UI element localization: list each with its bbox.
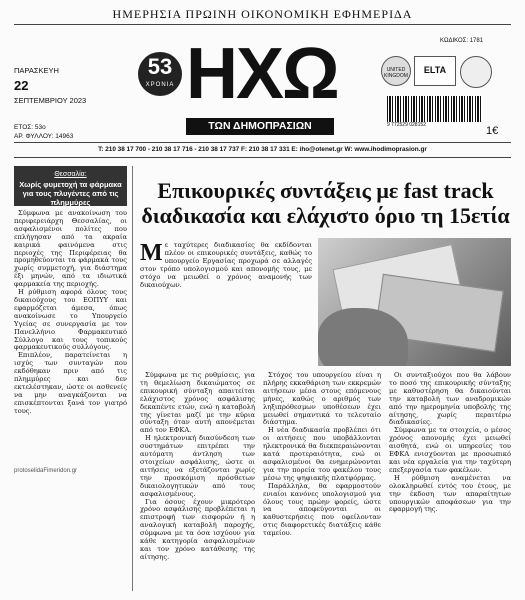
article-column-3 [389, 372, 511, 514]
sidebar-headline: Χωρίς φυμετοχή τα φάρμακα για τους πλυγέντες από τις πλημμύρες [19, 180, 122, 207]
banknotes-photo [318, 238, 511, 366]
masthead-title: ΗΧΩ [186, 34, 338, 114]
main-headline-line-2: διαδικασία και ελάχιστο όριο τη 15ετία [141, 203, 510, 228]
day-name: ΠΑΡΑΣΚΕΥΗ [14, 66, 59, 75]
article-paragraph: Στόχος του υπουργείου είναι η πλήρης εκκαθάριση των εκκρεμών αιτήσεων μέσα στους επόμενους μήνες, καθώς ο αριθμός των ληξιπρόθεσμων υποθέσεων έχει μειωθεί σημαντικά το τελευταίο διάστημα. [263, 371, 381, 427]
sidebar-paragraph: Η ρύθμιση αφορά όλους τους δικαιούχους του ΕΟΠΥΥ και εφαρμόζεται άμεσα, όπως ανακοίνωσε το Υπουργείο Υγείας σε συνεργασία με τον Πανελλήνιο Φαρμακευτικό Σύλλογο και τους τοπικούς φαρμακευτικούς συλλόγους. [14, 288, 127, 352]
issue-code: ΚΩΔΙΚΟΣ: 1781 [440, 38, 484, 44]
uk-badge-label: UNITED KINGDOM [384, 67, 408, 79]
drop-cap: Μ [140, 240, 163, 266]
article-paragraph: Παράλληλα, θα εφαρμοστούν ενιαίοι κανόνες υπολογισμού για όλους τους πρώην φορείς, ώστε να αποφεύγονται οι καθυστερήσεις που οφείλονταν στις διαφορετικές διατάξεις κάθε ταμείου. [263, 481, 381, 538]
month-year: ΣΕΠΤΕΜΒΡΙΟΥ 2023 [14, 96, 87, 105]
article-paragraph: Σύμφωνα με τα στοιχεία, ο μέσος χρόνος απονομής έχει μειωθεί αισθητά, ενώ οι υπηρεσίες του ΕΦΚΑ ενισχύονται με προσωπικό και νέα εργαλεία για την ταχύτερη επεξεργασία των φακέλων. [389, 426, 511, 474]
article-lead [140, 242, 312, 289]
top-line: ΗΜΕΡΗΣΙΑ ΠΡΩΙΝΗ ΟΙΚΟΝΟΜΙΚΗ ΕΦΗΜΕΡΙΔΑ [112, 7, 413, 21]
anniversary-word: ΧΡΟΝΙΑ [145, 82, 175, 88]
uk-badge-icon [381, 56, 411, 86]
certification-badge-icon [460, 56, 492, 88]
contact-rule-bottom [14, 157, 511, 158]
header-rule-top [14, 24, 511, 25]
article-column-1 [140, 372, 255, 562]
year-label: ΕΤΟΣ: 53ο [14, 124, 46, 131]
elta-label: ELTA [423, 65, 447, 75]
main-headline-line-1: Επικουρικές συντάξεις με fast track [157, 178, 494, 203]
column-divider [132, 166, 133, 591]
sidebar-paragraph: Επιπλέον, παρατείνεται η ισχύς των συνταγών που εκδόθηκαν πριν από τις πλημμύρες και δεν εκτελέστηκαν, ώστε οι ασθενείς να μην αναγκάζονται να επισκέπτονται ξανά τον γιατρό τους. [14, 351, 127, 415]
sidebar-kicker: Θεσσαλία: [54, 171, 87, 178]
barcode-icon [387, 96, 483, 122]
article-paragraph: Η ηλεκτρονική διασύνδεση των συστημάτων επιτρέπει την αυτόματη άντληση των στοιχείων ασφάλισης, ώστε οι αιτήσεις να εξετάζονται χωρίς την προσκόμιση πρόσθετων δικαιολογητικών από τους ασφαλισμένους. [140, 434, 255, 498]
article-lead-text: ε ταχύτερες διαδικασίες θα εκδίδονται πλέον οι επικουρικές συντάξεις, καθώς το υπουργείο Εργασίας προχωρά σε αλλαγές στον τρόπο υπολογισμού και απονομής τους, με στόχο να μειωθεί ο χρόνος αναμονής των δικαιούχων. [140, 241, 312, 289]
sidebar-paragraph: Σύμφωνα με ανακοίνωση του περιφερειάρχη Θεσσαλίας, οι ασφαλισμένοι πολίτες που επλήγησαν από τα ακραία καιρικά φαινόμενα στις περιοχές της Περιφέρειας θα προμηθεύονται τα φάρμακά τους χωρίς συμμετοχή, για διάστημα έξι μηνών, από τα ιδιωτικά φαρμακεία της περιοχής. [14, 209, 127, 289]
article-paragraph: Η ρύθμιση αναμένεται να ολοκληρωθεί εντός του έτους, με την έκδοση των απαραίτητων υπουργικών αποφάσεων για την εφαρμογή της. [389, 473, 511, 514]
anniversary-seal [138, 52, 182, 96]
contact-rule-top [14, 142, 511, 143]
article-paragraph: Για όσους έχουν μικρότερο χρόνο ασφάλισης προβλέπεται η επιστροφή των εισφορών ή η αναλογική καταβολή παροχής, σύμφωνα με τα όσα ισχύουν για κάθε κατηγορία ασφαλισμένων και τον χρόνο κατάθεσης της αίτησης. [140, 497, 255, 561]
barcode-number: 9 772529 028152 [387, 122, 426, 128]
price: 1€ [486, 125, 499, 137]
sheet-label: ΑΡ. ΦΥΛΛΟΥ: 14963 [14, 133, 74, 140]
contact-line: Τ: 210 38 17 700 - 210 38 17 716 - 210 38 17 737 F: 210 38 17 331 E: iho@otenet.gr W: www.ihodimoprasion.gr [98, 146, 427, 153]
article-paragraph: Οι συνταξιούχοι που θα λάβουν το ποσό της επικουρικής σύνταξης με καθυστέρηση θα δικαιούνται την καταβολή των αναδρομικών από την ημερομηνία υποβολής της αίτησης, χωρίς περαιτέρω διαδικασίες. [389, 371, 511, 427]
article-paragraph: Η νέα διαδικασία προβλέπει ότι οι αιτήσεις που υποβάλλονται ηλεκτρονικά θα διεκπεραιώνονται κατά προτεραιότητα, ενώ οι ασφαλισμένοι θα ενημερώνονται για την πορεία του φακέλου τους μέσω της ψηφιακής πλατφόρμας. [263, 426, 381, 482]
masthead-subtitle: ΤΩΝ ΔΗΜΟΠΡΑΣΙΩΝ [186, 118, 334, 135]
sidebar-headline-box [14, 166, 127, 206]
article-column-2 [263, 372, 381, 538]
main-headline [140, 178, 511, 228]
day-number: 22 [14, 78, 29, 93]
article-paragraph: Σύμφωνα με τις ρυθμίσεις, για τη θεμελίωση δικαιώματος σε επικουρική σύνταξη απαιτείται ελάχιστος χρόνος ασφάλισης δεκαπέντε ετών, ενώ η καταβολή της γίνεται μαζί με την κύρια σύνταξη όταν αυτή απονέμεται από τον ΕΦΚΑ. [140, 371, 255, 435]
site-watermark: protoselidaFimeridon.gr [14, 468, 78, 474]
anniversary-number: 53 [147, 54, 173, 79]
elta-logo-icon [414, 56, 456, 86]
sidebar-body [14, 210, 127, 416]
